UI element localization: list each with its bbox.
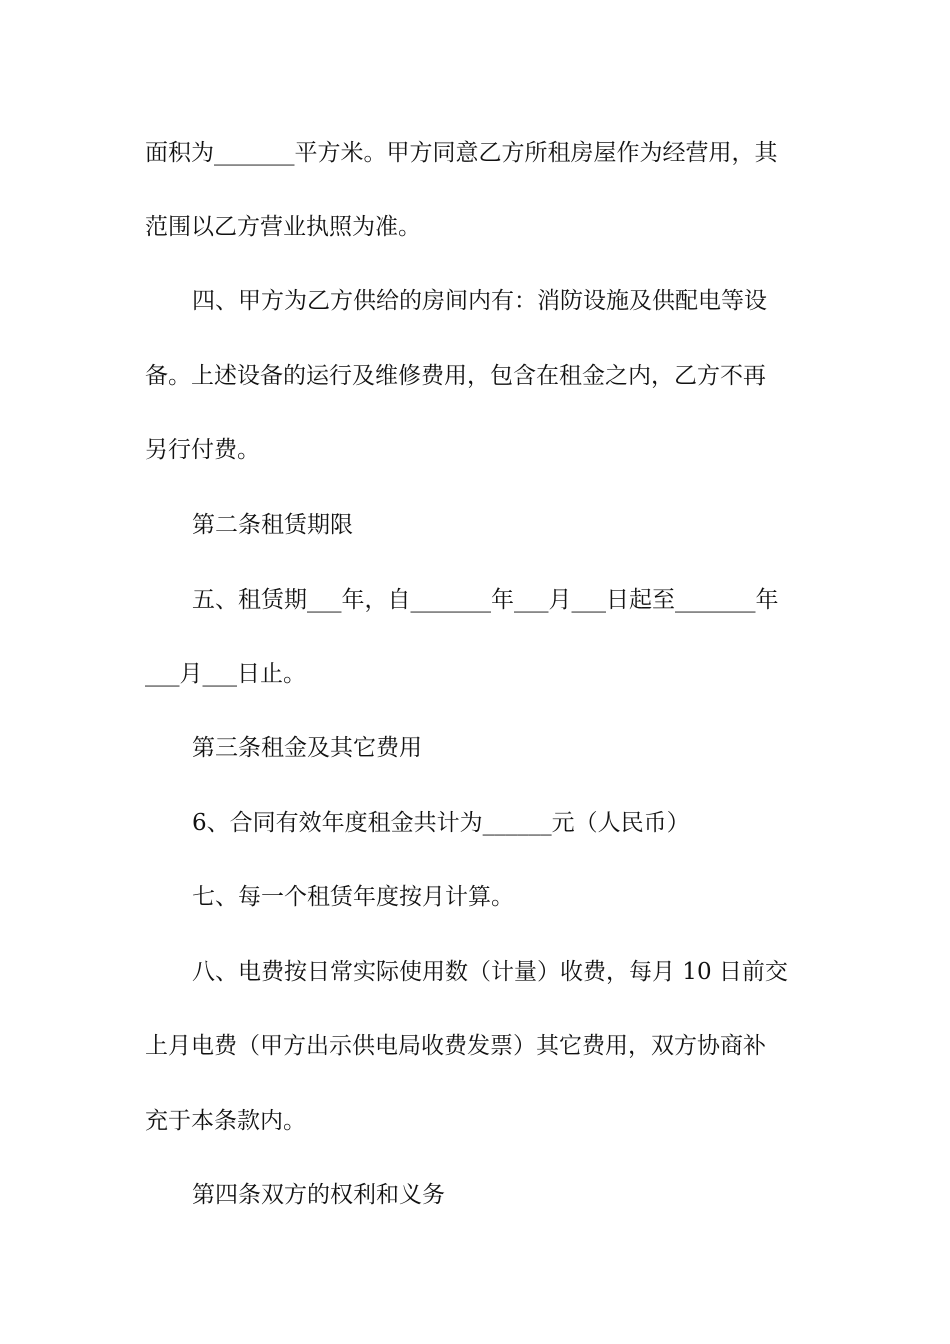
text-line: 范围以乙方营业执照为准。 — [145, 214, 421, 240]
section-heading: 第四条双方的权利和义务 — [192, 1182, 445, 1208]
text-line: 七、每一个租赁年度按月计算。 — [192, 884, 514, 910]
section-heading: 第二条租赁期限 — [192, 512, 353, 538]
text-line: 四、甲方为乙方供给的房间内有：消防设施及供配电等设 — [192, 288, 767, 314]
text-line: 另行付费。 — [145, 437, 260, 463]
text-line: ___月___日止。 — [145, 661, 306, 687]
text-line: 上月电费（甲方出示供电局收费发票）其它费用，双方协商补 — [145, 1033, 766, 1059]
section-heading: 第三条租金及其它费用 — [192, 735, 422, 761]
text-line: 备。上述设备的运行及维修费用，包含在租金之内，乙方不再 — [145, 363, 766, 389]
text-line: 五、租赁期___年，自_______年___月___日起至_______年 — [192, 587, 779, 613]
text-line: 充于本条款内。 — [145, 1108, 306, 1134]
text-line: 6、合同有效年度租金共计为______元（人民币） — [192, 810, 690, 836]
text-line: 面积为_______平方米。甲方同意乙方所租房屋作为经营用，其 — [145, 140, 778, 166]
text-line: 八、电费按日常实际使用数（计量）收费，每月 10 日前交 — [192, 959, 788, 985]
